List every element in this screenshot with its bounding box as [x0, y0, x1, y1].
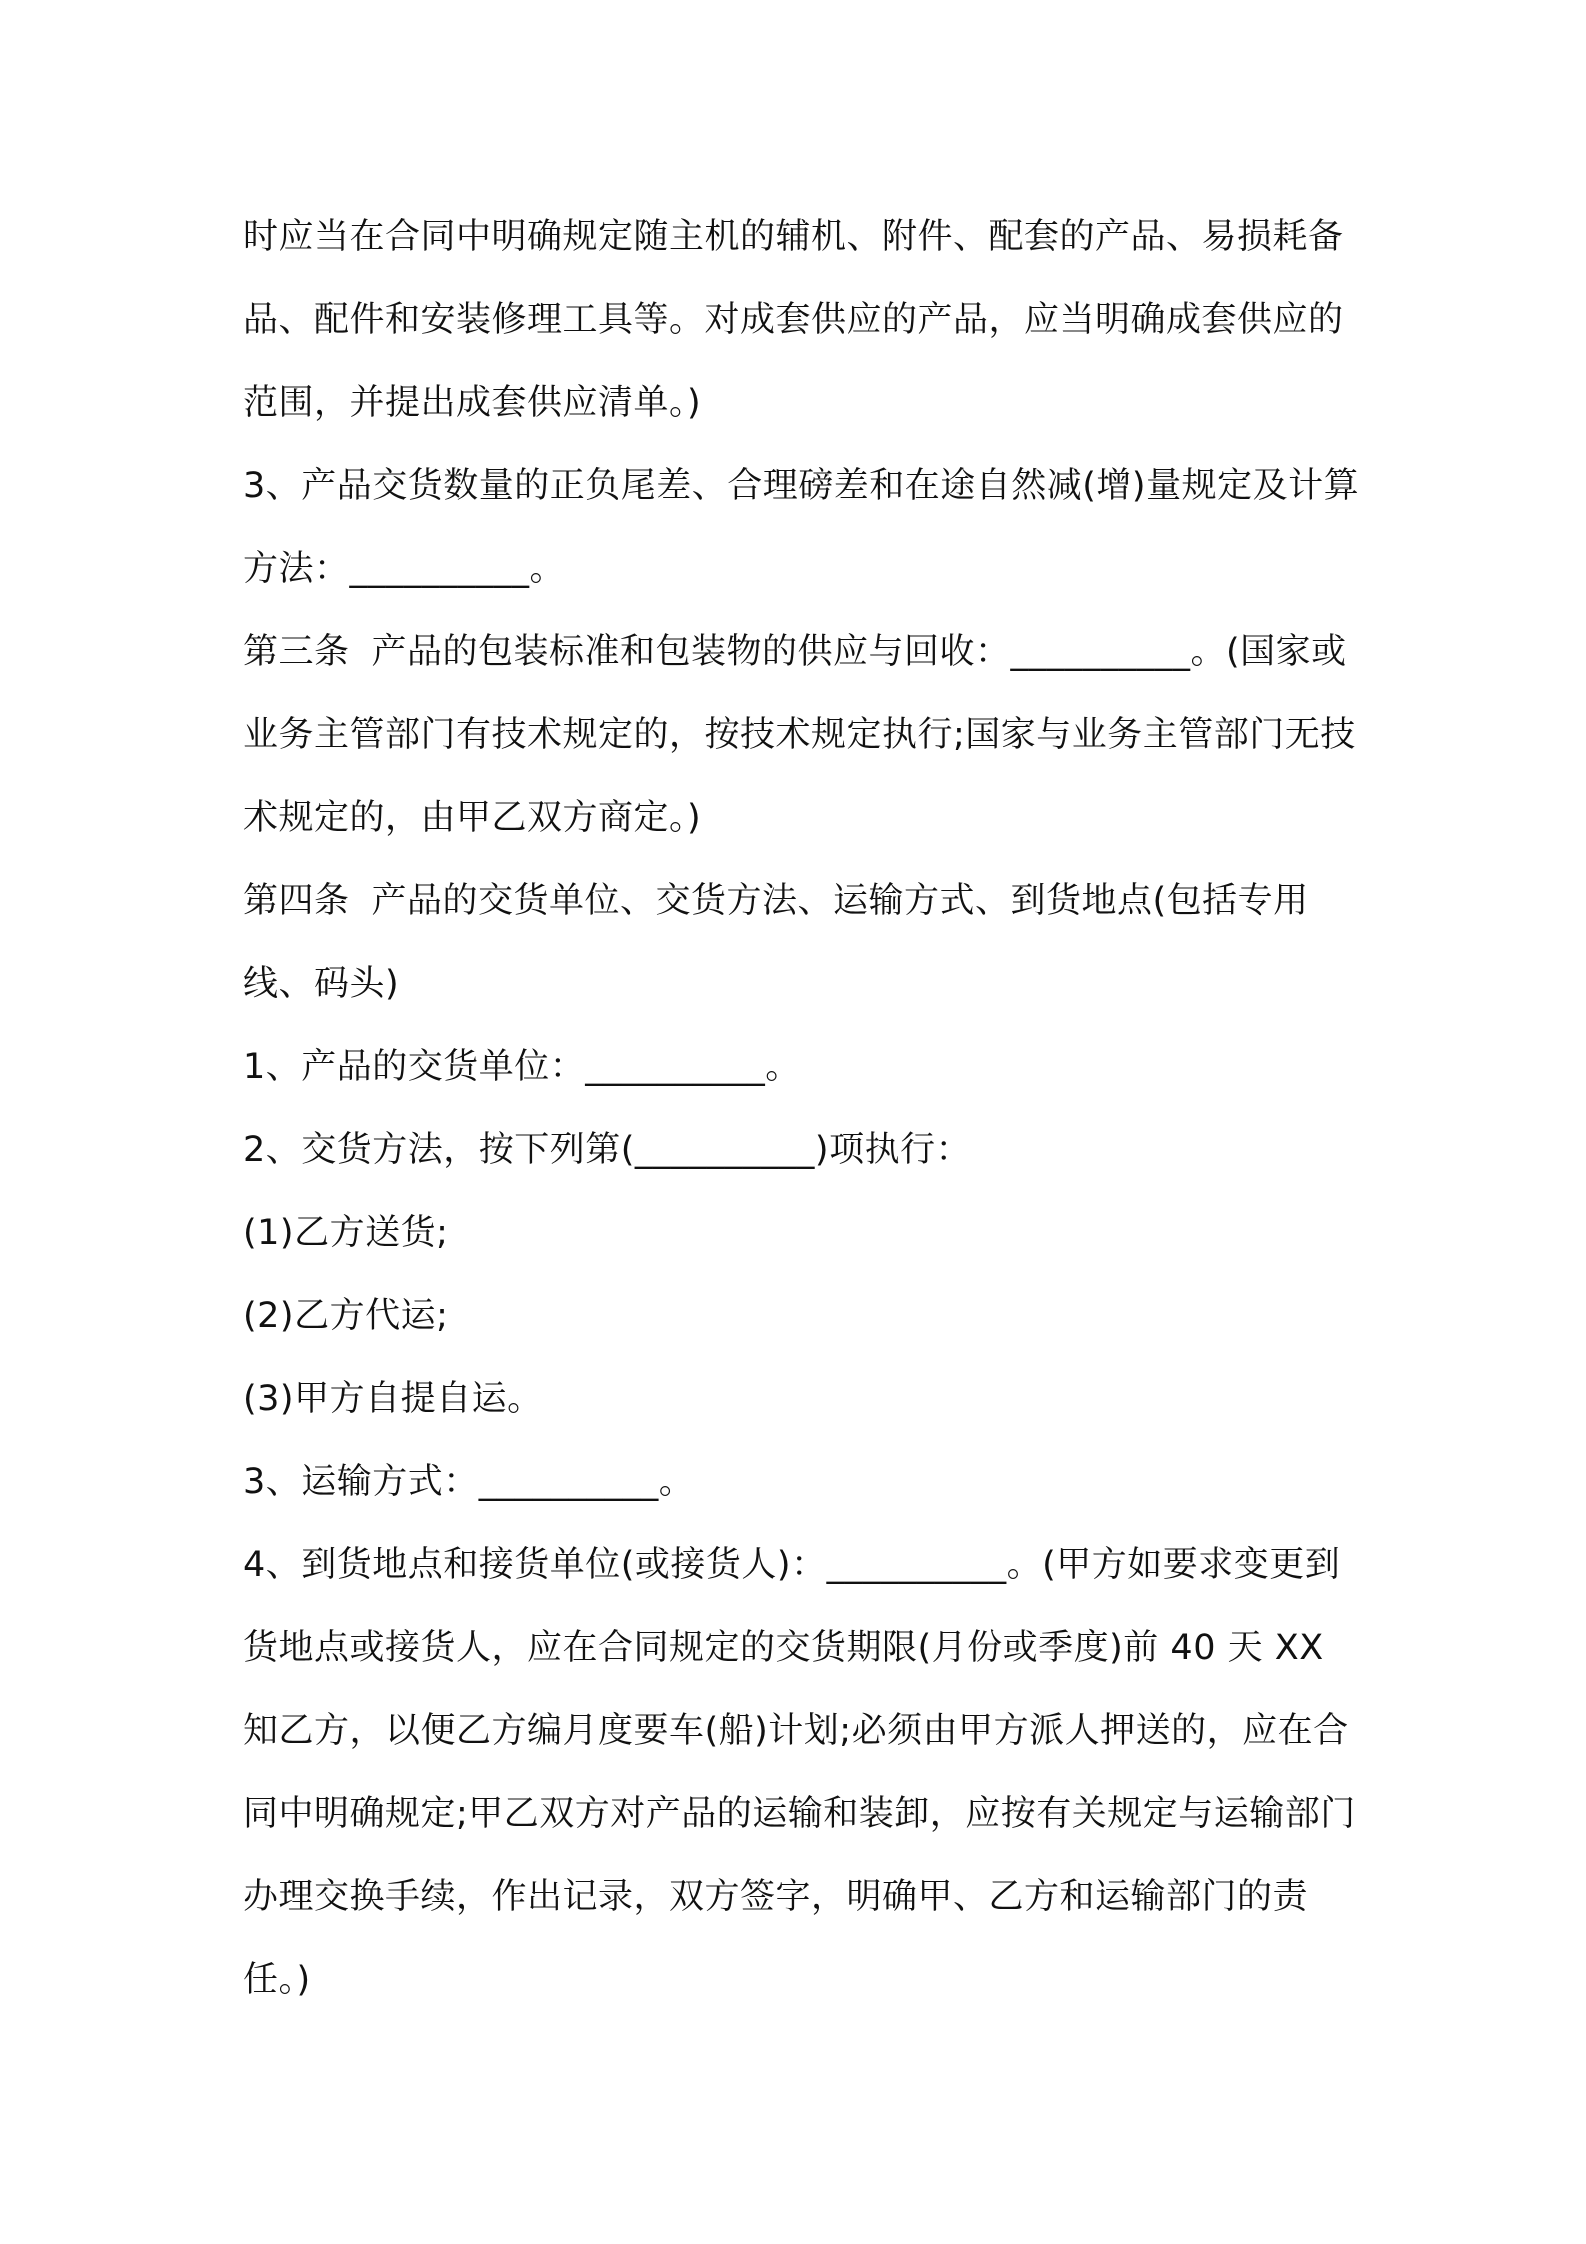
paragraph-text: 产品的交货单位、交货方法、运输方式、到货地点(包括专用线、码头) — [243, 881, 1309, 1004]
paragraph-text: (3)甲方自提自运。 — [243, 1379, 543, 1419]
paragraph-item-3-transport — [243, 1441, 1363, 1524]
article-number: 第四条 — [243, 881, 350, 921]
paragraph-item-4-destination — [243, 1524, 1363, 2022]
paragraph-text: (2)乙方代运; — [243, 1296, 449, 1336]
option-buyer-pickup — [243, 1358, 1363, 1441]
article-three — [243, 611, 1363, 860]
option-seller-delivers — [243, 1192, 1363, 1275]
paragraph-text: 3、产品交货数量的正负尾差、合理磅差和在途自然减(增)量规定及计算方法：__________。 — [243, 466, 1360, 589]
paragraph-text: 3、运输方式：__________。 — [243, 1462, 695, 1502]
paragraph-item-1-delivery-unit — [243, 1026, 1363, 1109]
paragraph-text: 产品的包装标准和包装物的供应与回收：__________。(国家或业务主管部门有技术规定的，按技术规定执行;国家与业务主管部门无技术规定的，由甲乙双方商定。) — [243, 632, 1356, 838]
option-seller-ships — [243, 1275, 1363, 1358]
document-body — [243, 196, 1363, 2022]
article-number: 第三条 — [243, 632, 350, 672]
paragraph-continuation — [243, 196, 1363, 445]
paragraph-text: 4、到货地点和接货单位(或接货人)：__________。(甲方如要求变更到货地点或接货人，应在合同规定的交货期限(月份或季度)前 40 天 XX 知乙方，以便乙方编月度要车(船)计划;必须由甲方派人押送的，应在合同中明确规定;甲乙双方对产品的运输和装卸，应按有关规定与运输部门办理交换手续，作出记录，双方签字，明确甲、乙方和运输部门的责任。) — [243, 1545, 1356, 2000]
paragraph-text: 1、产品的交货单位：__________。 — [243, 1047, 801, 1087]
article-four — [243, 860, 1363, 1026]
paragraph-text: 时应当在合同中明确规定随主机的辅机、附件、配套的产品、易损耗备品、配件和安装修理工具等。对成套供应的产品，应当明确成套供应的范围，并提出成套供应清单。) — [243, 217, 1344, 423]
paragraph-item-3-quantity — [243, 445, 1363, 611]
paragraph-text: 2、交货方法，按下列第(__________)项执行： — [243, 1130, 972, 1170]
paragraph-text: (1)乙方送货; — [243, 1213, 449, 1253]
paragraph-item-2-delivery-method — [243, 1109, 1363, 1192]
